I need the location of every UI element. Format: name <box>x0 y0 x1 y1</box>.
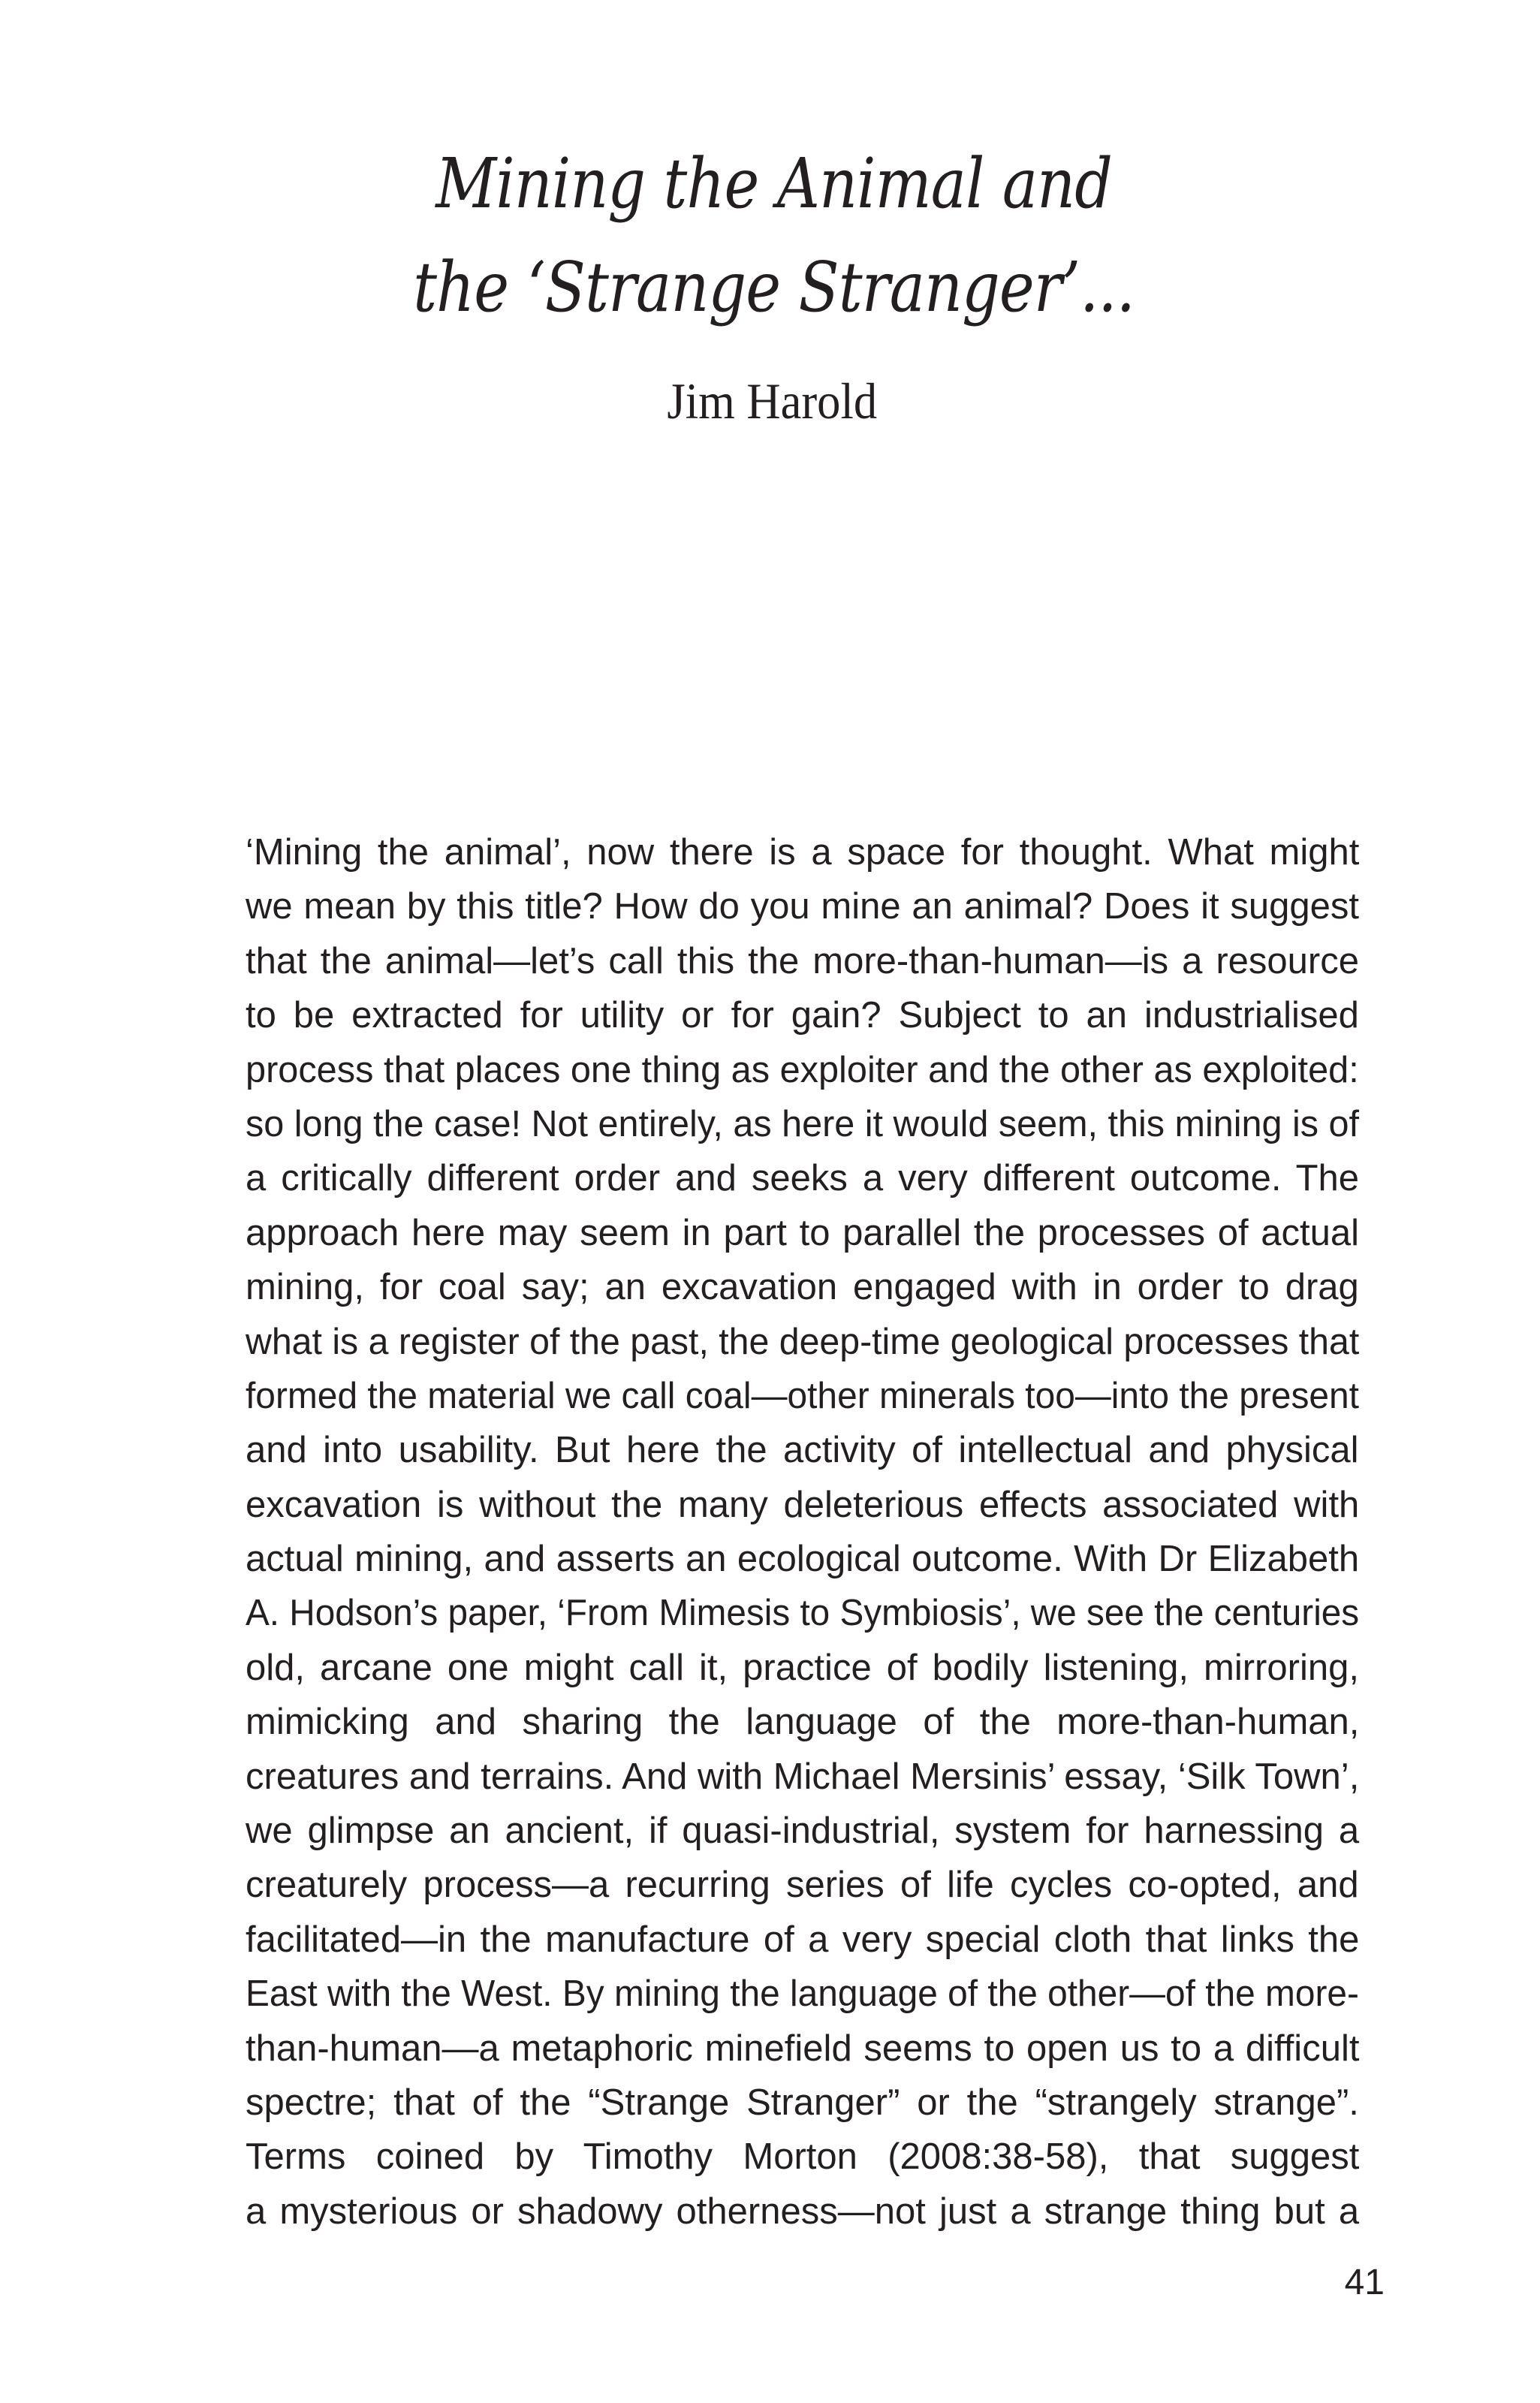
body-line <box>246 1804 1359 1858</box>
body-line-text: process that places one thing as exploiter and the other as exploited: <box>246 1049 1359 1090</box>
body-line-text: formed the material we call coal—other minerals too—into the present <box>246 1375 1359 1416</box>
body-line <box>246 1586 1359 1640</box>
body-line <box>246 1151 1359 1205</box>
body-line-text: spectre; that of the “Strange Stranger” or the “strangely strange”. <box>246 2082 1359 2123</box>
body-line <box>246 1206 1359 1260</box>
body-line <box>246 934 1359 988</box>
body-line-text: than-human—a metaphoric minefield seems to open us to a difficult <box>246 2028 1360 2069</box>
article-title-line-1: Mining the Animal and <box>435 143 1113 224</box>
body-line <box>246 1532 1359 1586</box>
body-line-text: and into usability. But here the activity of intellectual and physical <box>246 1430 1359 1471</box>
article-body <box>246 825 1359 2239</box>
body-line <box>246 1260 1359 1314</box>
body-line-text: a critically different order and seeks a very different outcome. The <box>246 1158 1360 1199</box>
body-line-text: facilitated—in the manufacture of a very special cloth that links the <box>246 1919 1360 1960</box>
body-line-text: excavation is without the many deleterious effects associated with <box>246 1484 1360 1525</box>
article-author: Jim Harold <box>667 372 878 430</box>
body-line-text: to be extracted for utility or for gain? Subject to an industrialised <box>246 995 1359 1036</box>
body-line-text: A. Hodson’s paper, ‘From Mimesis to Symbiosis’, we see the centuries <box>246 1593 1360 1634</box>
body-line-text: a mysterious or shadowy otherness—not just a strange thing but a <box>246 2190 1360 2232</box>
body-line-text: we mean by this title? How do you mine an animal? Does it suggest <box>246 886 1360 927</box>
body-line-text: so long the case! Not entirely, as here it would seem, this mining is of <box>246 1103 1360 1144</box>
body-line-text: creaturely process—a recurring series of life cycles co-opted, and <box>246 1865 1359 1906</box>
body-line <box>246 1369 1359 1423</box>
body-line-text: creatures and terrains. And with Michael Mersinis’ essay, ‘Silk Town’, <box>246 1756 1360 1797</box>
article-title <box>112 132 1436 339</box>
body-line <box>246 1097 1359 1151</box>
body-line <box>246 1423 1359 1477</box>
body-line-text: we glimpse an ancient, if quasi-industrial, system for harnessing a <box>246 1811 1360 1852</box>
body-line <box>246 825 1359 879</box>
body-line-text: mining, for coal say; an excavation engaged with in order to drag <box>246 1267 1359 1308</box>
article-title-line-2: the ‘Strange Stranger’... <box>413 247 1135 327</box>
body-line <box>246 879 1359 933</box>
body-line <box>246 1750 1359 1804</box>
body-line <box>246 1315 1359 1369</box>
body-line <box>246 1858 1359 1912</box>
body-line <box>246 1967 1359 2021</box>
body-line <box>246 1913 1359 1967</box>
body-line-text: that the animal—let’s call this the more-than-human—is a resource <box>246 940 1359 981</box>
body-line <box>246 2130 1359 2184</box>
body-line-text: ‘Mining the animal’, now there is a space for thought. What might <box>246 832 1360 873</box>
body-line-text: actual mining, and asserts an ecological outcome. With Dr Elizabeth <box>246 1539 1360 1580</box>
body-line-text: old, arcane one might call it, practice of bodily listening, mirroring, <box>246 1647 1359 1688</box>
body-line <box>246 2184 1359 2239</box>
page-number: 41 <box>1344 2263 1385 2302</box>
body-line-text: Terms coined by Timothy Morton (2008:38-58), that suggest <box>246 2136 1360 2178</box>
body-line-text: mimicking and sharing the language of the more-than-human, <box>246 1702 1360 1743</box>
body-line <box>246 2076 1359 2130</box>
body-line-text: approach here may seem in part to parallel the processes of actual <box>246 1212 1360 1253</box>
body-line <box>246 988 1359 1042</box>
body-line-text: East with the West. By mining the language of the other—of the more- <box>246 1973 1359 2015</box>
body-line <box>246 1478 1359 1532</box>
body-line <box>246 2022 1359 2076</box>
body-line <box>246 1043 1359 1097</box>
body-line-text: what is a register of the past, the deep-time geological processes that <box>246 1321 1360 1362</box>
body-line <box>246 1695 1359 1749</box>
body-line <box>246 1641 1359 1695</box>
